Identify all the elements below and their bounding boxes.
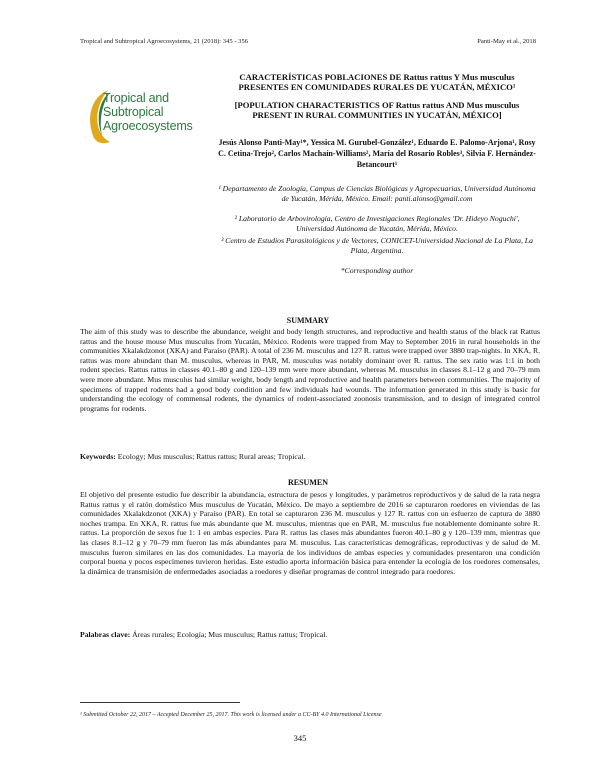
title-english: [POPULATION CHARACTERISTICS OF Rattus rattus AND Mus musculus PRESENT IN RURAL COMMUNITIES IN YUCATÁN, MÉXICO] [234,100,520,121]
resumen-heading: RESUMEN [287,478,328,487]
corresponding-author-note: *Corresponding author [340,266,414,275]
running-header-left: Tropical and Subtropical Agroecosystems, 21 (2018): 345 - 356 [80,38,249,45]
palabras-clave-text: Áreas rurales; Ecología; Mus musculus; Rattus rattus; Tropical. [130,630,328,639]
title-spanish: CARACTERÍSTICAS POBLACIONES DE Rattus rattus Y Mus musculus PRESENTES EN COMUNIDADES RURALES DE YUCATÁN, MÉXICO¹ [238,72,516,93]
affiliation-3: ³ Centro de Estudios Parasitológicos y de Vectores, CONICET-Universidad Nacional de La Plata, La Plata, Argentina. [221,236,533,255]
footnote-divider [80,702,240,703]
page-number: 345 [293,733,307,743]
summary-paragraph: The aim of this study was to describe the abundance, weight and body length structures, and reproductive and health status of the black rat Rattus rattus and the house mouse Mus musculus from Yucatán, México. Rodents were trapped from May to September 2016 in rural households in the communities Xkalakdzonot (XKA) and Paraíso (PAR). A total of 236 M. musculus and 127 R. rattus were trapped over 3880 trap-nights. In XKA, R. rattus was more abundant than M. musculus, whereas in PAR, M. musculus was notably dominant over R. rattus. The sex ratio was 1:1 in both rodent species. Rattus rattus in classes 40.1–80 g and 120–139 mm were more abundant, whereas M. musculus in classes 8.1–12 g and 70–79 mm were more abundant. Mus musculus had similar weight, body length and reproductive and health parameters between communities. The majority of specimens of trapped rodents had a good body condition and few individuals had wounds. The information generated in this study is basic for understanding the ecology of commensal rodents, the dynamics of rodent-associated zoonosis transmission, and to design of integrated control programs for rodents. [80,327,540,413]
author-list: Jesús Alonso Panti-May¹*, Yessica M. Gurubel-González¹, Eduardo E. Palomo-Arjona¹, Rosy C. Cetina-Trejo², Carlos Machaín-Williams², María del Rosario Robles³, Silvia F. Hernández-Betancourt¹ [218,138,536,170]
footnote: ¹ Submitted October 22, 2017 – Accepted December 25, 2017. This work is licensed under a CC-BY 4.0 International License [80,712,382,718]
resumen-keywords [80,630,540,640]
journal-logo [84,86,224,142]
logo-line-3: Agroecosystems [103,119,193,133]
affiliation-1: ¹ Departamento de Zoología, Campus de Ciencias Biológicas y Agropecuarias, Universidad Autónoma de Yucatán, Mérida, México. Email: panti.alonso@gmail.com [218,184,536,203]
summary-heading: SUMMARY [286,316,330,325]
logo-line-1: Tropical and [103,91,169,105]
palabras-clave-label: Palabras clave: [80,630,131,639]
running-header-right: Panti-May et al., 2018 [477,38,536,45]
affiliation-2: ² Laboratorio de Arbovirología, Centro de Investigaciones Regionales 'Dr. Hideyo Noguchi', Universidad Autónoma de Yucatán, Mérida, México. [234,214,520,233]
resumen-paragraph: El objetivo del presente estudio fue describir la abundancia, estructura de pesos y longitudes, y parámetros reproductivos y de salud de la rata negra Rattus rattus y el ratón doméstico Mus musculus de Yucatán, México. De mayo a septiembre de 2016 se capturaron roedores en viviendas de las comunidades Xkalakdzonot (XKA) y Paraíso (PAR). En total se capturaron 236 M. musculus y 127 R. rattus con un esfuerzo de captura de 3880 noches trampa. En XKA, R. rattus fue más abundante que M. musculus, mientras que en PAR, M. musculus fue notablemente dominante sobre R. rattus. La proporción de sexos fue 1: 1 en ambas especies. Para R. rattus las clases más abundantes fueron 40.1–80 g y 120–139 mm, mientras que las clases 8.1–12 g y 70–79 mm fueron las más abundantes para M. musculus. Las características demográficas, reproductivas y de salud de M. musculus fueron similares en las dos comunidades. La mayoría de los individuos de ambas especies y comunidades presentaron una condición corporal buena y pocos especímenes tuvieron heridas. Este estudio aporta información básica para entender la ecología de los roedores comensales, la dinámica de transmisión de enfermedades asociadas a roedores y diseñar programas de control integrado para roedores. [80,490,540,576]
logo-line-2: Subtropical [103,105,164,119]
summary-keywords [80,452,540,462]
keywords-label: Keywords: [80,452,116,461]
keywords-text: Ecology; Mus musculus; Rattus rattus; Rural areas; Tropical. [115,452,306,461]
